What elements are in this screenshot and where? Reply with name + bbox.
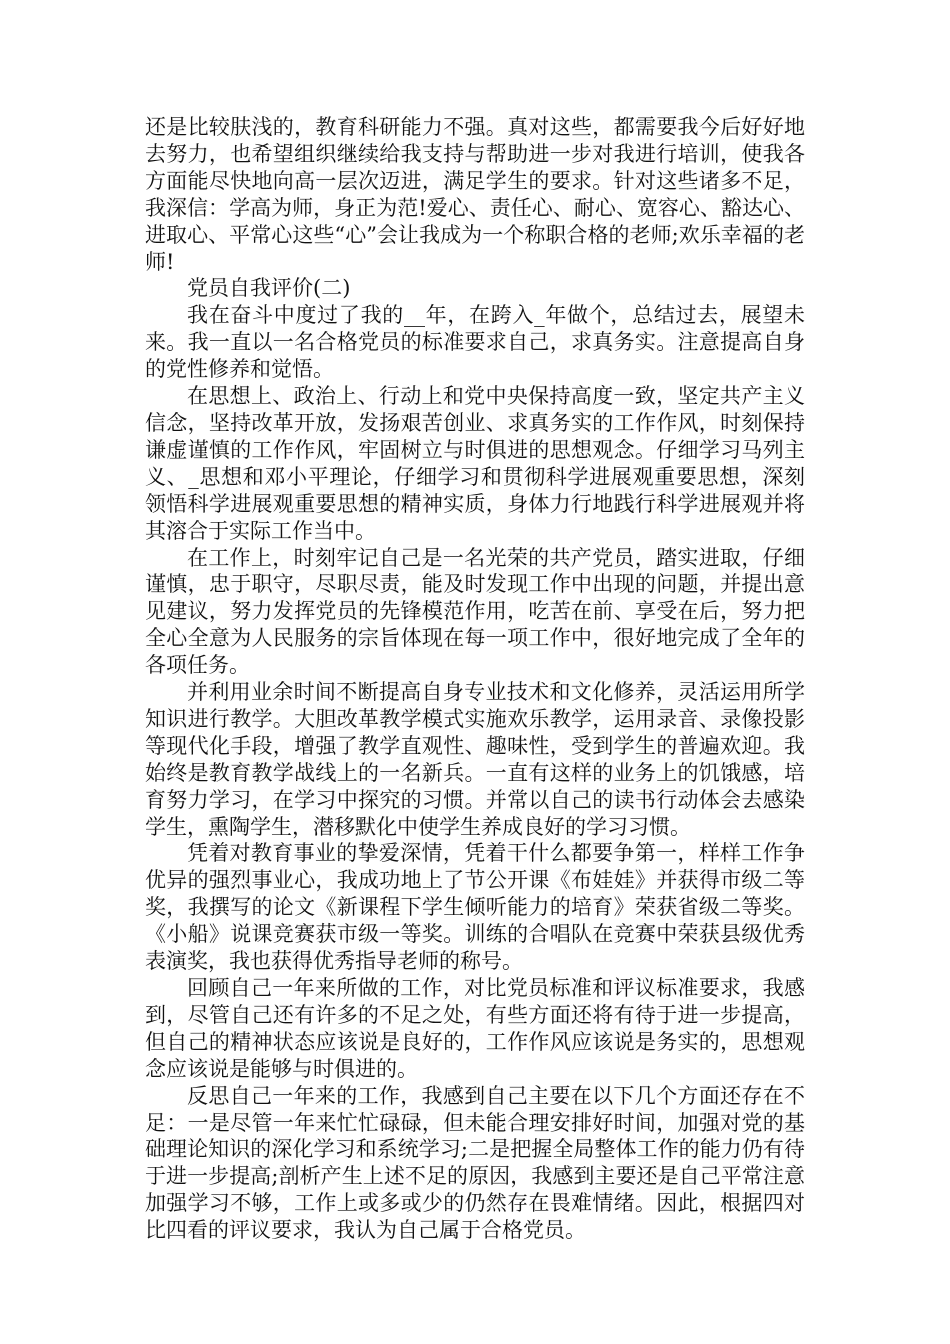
opening-paragraph: 还是比较肤浅的，教育科研能力不强。真对这些，都需要我今后好好地去努力，也希望组织继续给我支持与帮助进一步对我进行培训，使我各方面能尽快地向高一层次迈进，满足学生的要求。针对这些诸多不足，我深信：学高为师，身正为范!爱心、责任心、耐心、宽容心、豁达心、进取心、平常心这些“心”会让我成为一个称职合格的老师;欢乐幸福的老师!: [145, 115, 805, 274]
paragraph: 我在奋斗中度过了我的__年，在跨入_年做个，总结过去，展望未来。我一直以一名合格党员的标准要求自己，求真务实。注意提高自身的党性修养和觉悟。: [145, 303, 805, 382]
paragraph: 凭着对教育事业的挚爱深情，凭着干什么都要争第一，样样工作争优异的强烈事业心，我成功地上了节公开课《布娃娃》并获得市级二等奖，我撰写的论文《新课程下学生倾听能力的培育》荣获省级二等奖。《小船》说课竞赛获市级一等奖。训练的合唱队在竞赛中荣获县级优秀表演奖，我也获得优秀指导老师的称号。: [145, 841, 805, 974]
section-title: 党员自我评价(二): [187, 276, 351, 301]
paragraph: 反思自己一年来的工作，我感到自己主要在以下几个方面还存在不足：一是尽管一年来忙忙碌碌，但未能合理安排好时间，加强对党的基础理论知识的深化学习和系统学习;二是把握全局整体工作的能力仍有待于进一步提高;剖析产生上述不足的原因，我感到主要还是自己平常注意加强学习不够，工作上或多或少的仍然存在畏难情绪。因此，根据四对比四看的评议要求，我认为自己属于合格党员。: [145, 1083, 805, 1243]
paragraph: 并利用业余时间不断提高自身专业技术和文化修养，灵活运用所学知识进行教学。大胆改革教学模式实施欢乐教学，运用录音、录像投影等现代化手段，增强了教学直观性、趣味性，受到学生的普遍欢迎。我始终是教育教学战线上的一名新兵。一直有这样的业务上的饥饿感，培育努力学习，在学习中探究的习惯。并常以自己的读书行动体会去感染学生，熏陶学生，潜移默化中使学生养成良好的学习习惯。: [145, 680, 805, 839]
paragraph: 在工作上，时刻牢记自己是一名光荣的共产党员，踏实进取，仔细谨慎，忠于职守，尽职尽责，能及时发现工作中出现的问题，并提出意见建议，努力发挥党员的先锋模范作用，吃苦在前、享受在后，努力把全心全意为人民服务的宗旨体现在每一项工作中，很好地完成了全年的各项任务。: [145, 545, 805, 678]
document-body: [145, 114, 805, 1244]
paragraph: 回顾自己一年来所做的工作，对比党员标准和评议标准要求，我感到，尽管自己还有许多的不足之处，有些方面还将有待于进一步提高，但自己的精神状态应该说是良好的，工作作风应该说是务实的，思想观念应该说是能够与时俱进的。: [145, 976, 805, 1081]
paragraph: 在思想上、政治上、行动上和党中央保持高度一致，坚定共产主义信念，坚持改革开放，发扬艰苦创业、求真务实的工作作风，时刻保持谦虚谨慎的工作作风，牢固树立与时俱进的思想观念。仔细学习马列主义、_思想和邓小平理论，仔细学习和贯彻科学进展观重要思想，深刻领悟科学进展观重要思想的精神实质，身体力行地践行科学进展观并将其溶合于实际工作当中。: [145, 384, 805, 543]
